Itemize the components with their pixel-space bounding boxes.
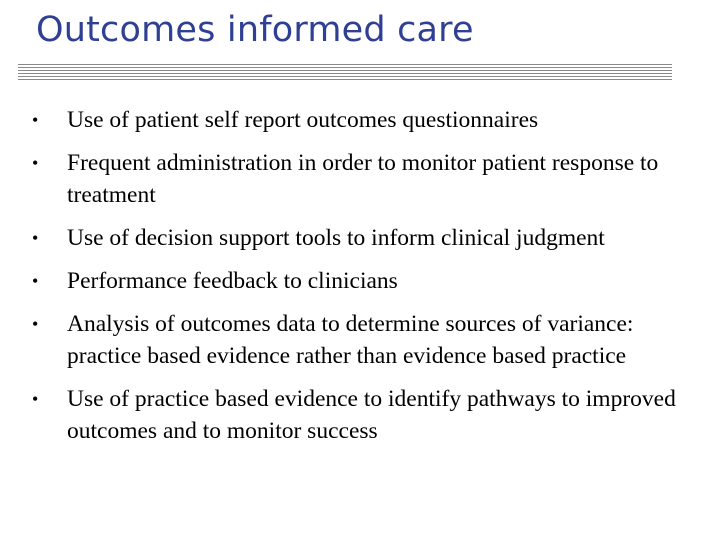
bullet-text: Use of patient self report outcomes questionnaires bbox=[67, 107, 539, 133]
bullet-item bbox=[32, 147, 700, 211]
bullet-dot-icon: • bbox=[32, 228, 39, 248]
bullet-dot-icon: • bbox=[32, 314, 39, 334]
bullet-dot-icon: • bbox=[32, 271, 39, 291]
bullet-dot-icon: • bbox=[32, 110, 39, 130]
bullet-text: Analysis of outcomes data to determine sources of variance: practice based evidence rather than evidence based practice bbox=[67, 311, 634, 369]
bullet-list bbox=[32, 104, 700, 458]
bullet-text: Frequent administration in order to monitor patient response to treatment bbox=[67, 150, 659, 208]
bullet-item bbox=[32, 104, 700, 136]
bullet-item bbox=[32, 222, 700, 254]
bullet-item bbox=[32, 308, 700, 372]
bullet-text: Use of decision support tools to inform clinical judgment bbox=[67, 225, 605, 251]
slide-title: Outcomes informed care bbox=[36, 10, 474, 50]
bullet-dot-icon: • bbox=[32, 389, 39, 409]
title-divider bbox=[18, 64, 672, 82]
bullet-item bbox=[32, 383, 700, 447]
bullet-text: Use of practice based evidence to identify pathways to improved outcomes and to monitor success bbox=[67, 386, 676, 444]
bullet-item bbox=[32, 265, 700, 297]
bullet-dot-icon: • bbox=[32, 153, 39, 173]
bullet-text: Performance feedback to clinicians bbox=[67, 268, 398, 294]
